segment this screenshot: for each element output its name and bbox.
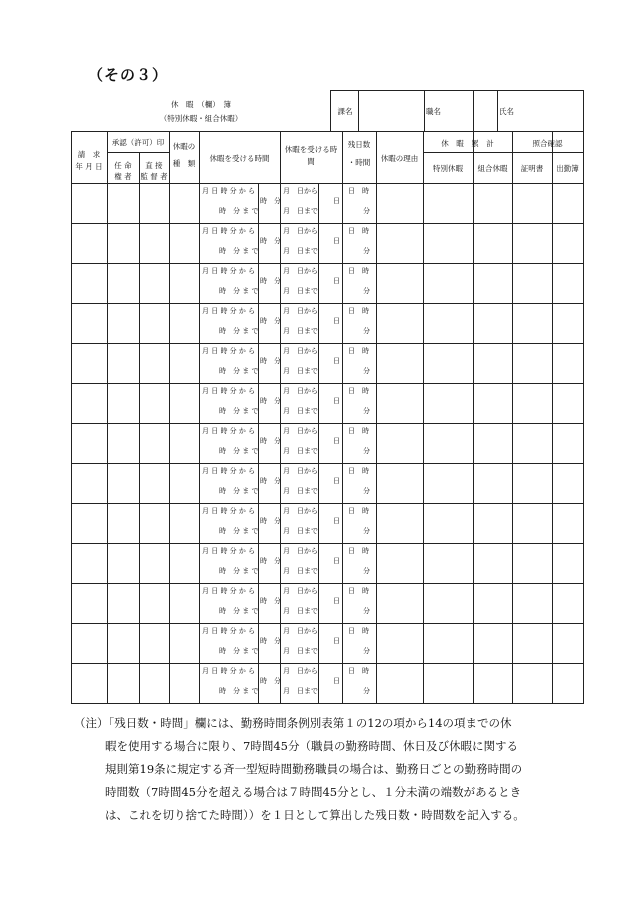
row-inner-rule [318, 583, 319, 624]
special-leave-cell[interactable] [424, 384, 472, 423]
leave-hour-label: 時 分 [260, 477, 281, 485]
leave-from-label: 月 日 時 分 か ら [202, 187, 256, 195]
period-from-label: 月 日から [283, 307, 318, 315]
special-leave-cell[interactable] [424, 544, 472, 583]
leave-hour-label: 時 分 [260, 677, 281, 685]
form-subtitle: （特別休暇・組合休暇） [159, 114, 243, 123]
leave-time-header: 休暇を受ける時間 [209, 154, 270, 163]
period-day-label: 日 [333, 397, 340, 405]
certificate-cell[interactable] [513, 424, 551, 463]
remaining-header: ・時間 [347, 158, 371, 167]
request-date-header: 請 求 [77, 150, 101, 159]
period-until-label: 月 日まで [283, 527, 318, 535]
appointer-seal-cell[interactable] [108, 664, 138, 703]
attendance-book-header: 出勤簿 [556, 164, 579, 173]
leave-from-label: 月 日 時 分 か ら [202, 627, 256, 635]
request-date-cell[interactable] [72, 624, 106, 663]
appointer-seal-cell[interactable] [108, 304, 138, 343]
note-line: （注）「残日数・時間」欄には、勤務時間条例別表第１の12の項から14の項までの休 [74, 716, 512, 730]
union-leave-cell[interactable] [474, 584, 511, 623]
attendance-book-cell[interactable] [553, 664, 582, 703]
request-date-cell[interactable] [72, 464, 106, 503]
request-date-cell[interactable] [72, 264, 106, 303]
row-inner-rule [258, 263, 259, 304]
note-line: 時間数（7時間45分を超える場合は７時間45分とし、１分未満の端数があるとき [105, 785, 522, 799]
supervisor-seal-cell[interactable] [140, 504, 168, 543]
appointer-seal-cell[interactable] [108, 224, 138, 263]
row-inner-rule [318, 303, 319, 344]
note-line: 規則第19条に規定する斉一型短時間勤務職員の場合は、勤務日ごとの勤務時間の [105, 762, 523, 776]
reason-cell[interactable] [377, 224, 422, 263]
period-day-label: 日 [333, 237, 340, 245]
appointer-seal-cell[interactable] [108, 624, 138, 663]
leave-type-cell[interactable] [170, 224, 198, 263]
period-from-label: 月 日から [283, 387, 318, 395]
leave-from-label: 月 日 時 分 か ら [202, 307, 256, 315]
attendance-book-cell[interactable] [553, 384, 582, 423]
remaining-min-label: 分 [363, 407, 370, 415]
leave-until-label: 時 分 ま で [219, 447, 259, 455]
appointer-seal-cell[interactable] [108, 384, 138, 423]
request-date-cell[interactable] [72, 664, 106, 703]
leave-period-header: 休暇を受ける時 [284, 145, 338, 154]
leave-from-label: 月 日 時 分 か ら [202, 427, 256, 435]
header-rule [583, 90, 584, 132]
reason-cell[interactable] [377, 384, 422, 423]
row-inner-rule [258, 303, 259, 344]
leave-until-label: 時 分 ま で [219, 607, 259, 615]
leave-hour-label: 時 分 [260, 397, 281, 405]
leave-hour-label: 時 分 [260, 517, 281, 525]
row-inner-rule [258, 503, 259, 544]
grid-rule [512, 152, 584, 153]
leave-type-cell[interactable] [170, 624, 198, 663]
attendance-book-cell[interactable] [553, 464, 582, 503]
remaining-min-label: 分 [363, 607, 370, 615]
certificate-cell[interactable] [513, 464, 551, 503]
period-day-label: 日 [333, 437, 340, 445]
union-leave-cell[interactable] [474, 304, 511, 343]
reason-header: 休暇の理由 [380, 154, 419, 163]
attendance-book-cell[interactable] [553, 624, 582, 663]
grid-column-rule [199, 131, 200, 703]
certificate-cell[interactable] [513, 344, 551, 383]
union-leave-cell[interactable] [474, 384, 511, 423]
leave-hour-label: 時 分 [260, 597, 281, 605]
attendance-book-cell[interactable] [553, 544, 582, 583]
row-inner-rule [258, 583, 259, 624]
certificate-cell[interactable] [513, 184, 551, 223]
appointer-header: 任 命 [114, 161, 132, 170]
supervisor-seal-cell[interactable] [140, 544, 168, 583]
remaining-day-hour-label: 日 時 [348, 347, 369, 355]
union-leave-cell[interactable] [474, 464, 511, 503]
special-leave-cell[interactable] [424, 584, 472, 623]
attendance-book-cell[interactable] [553, 424, 582, 463]
row-inner-rule [318, 263, 319, 304]
remaining-min-label: 分 [363, 287, 370, 295]
period-until-label: 月 日まで [283, 607, 318, 615]
reason-cell[interactable] [377, 624, 422, 663]
remaining-day-hour-label: 日 時 [348, 627, 369, 635]
period-from-label: 月 日から [283, 667, 318, 675]
attendance-book-cell[interactable] [553, 224, 582, 263]
row-inner-rule [318, 423, 319, 464]
remaining-day-hour-label: 日 時 [348, 387, 369, 395]
period-until-label: 月 日まで [283, 687, 318, 695]
certificate-cell[interactable] [513, 584, 551, 623]
leave-hour-label: 時 分 [260, 197, 281, 205]
attendance-book-cell[interactable] [553, 344, 582, 383]
supervisor-seal-cell[interactable] [140, 344, 168, 383]
certificate-cell[interactable] [513, 384, 551, 423]
reason-cell[interactable] [377, 584, 422, 623]
period-from-label: 月 日から [283, 227, 318, 235]
union-leave-cell[interactable] [474, 544, 511, 583]
union-leave-cell[interactable] [474, 184, 511, 223]
reason-cell[interactable] [377, 424, 422, 463]
leave-until-label: 時 分 ま で [219, 247, 259, 255]
leave-type-cell[interactable] [170, 544, 198, 583]
row-inner-rule [258, 663, 259, 704]
remaining-day-hour-label: 日 時 [348, 307, 369, 315]
appointer-seal-cell[interactable] [108, 504, 138, 543]
special-leave-cell[interactable] [424, 304, 472, 343]
period-until-label: 月 日まで [283, 407, 318, 415]
note-line: は、これを切り捨てた時間））を１日として算出した残日数・時間数を記入する。 [105, 808, 525, 822]
remaining-min-label: 分 [363, 527, 370, 535]
certificate-cell[interactable] [513, 504, 551, 543]
period-day-label: 日 [333, 557, 340, 565]
header-rule [473, 90, 474, 132]
period-day-label: 日 [333, 477, 340, 485]
request-date-header: 年 月 日 [75, 162, 103, 171]
leave-until-label: 時 分 ま で [219, 567, 259, 575]
union-leave-cell[interactable] [474, 624, 511, 663]
attendance-book-cell[interactable] [553, 264, 582, 303]
leave-until-label: 時 分 ま で [219, 287, 259, 295]
dept-label: 課名 [337, 107, 353, 116]
period-from-label: 月 日から [283, 427, 318, 435]
period-from-label: 月 日から [283, 547, 318, 555]
leave-type-cell[interactable] [170, 264, 198, 303]
remaining-day-hour-label: 日 時 [348, 267, 369, 275]
header-rule [424, 90, 425, 132]
certificate-cell[interactable] [513, 664, 551, 703]
reason-cell[interactable] [377, 184, 422, 223]
leave-type-cell[interactable] [170, 424, 198, 463]
grid-rule [423, 152, 513, 153]
row-inner-rule [318, 383, 319, 424]
remaining-min-label: 分 [363, 567, 370, 575]
remaining-min-label: 分 [363, 447, 370, 455]
period-from-label: 月 日から [283, 347, 318, 355]
row-inner-rule [318, 543, 319, 584]
supervisor-seal-cell[interactable] [140, 184, 168, 223]
row-inner-rule [258, 623, 259, 664]
leave-from-label: 月 日 時 分 か ら [202, 227, 256, 235]
leave-until-label: 時 分 ま で [219, 367, 259, 375]
special-leave-cell[interactable] [424, 624, 472, 663]
row-inner-rule [258, 543, 259, 584]
leave-period-header: 間 [307, 157, 315, 166]
period-until-label: 月 日まで [283, 327, 318, 335]
name-label: 氏名 [499, 107, 514, 116]
request-date-cell[interactable] [72, 504, 106, 543]
leave-from-label: 月 日 時 分 か ら [202, 347, 256, 355]
row-inner-rule [258, 223, 259, 264]
leave-from-label: 月 日 時 分 か ら [202, 547, 256, 555]
appointer-seal-cell[interactable] [108, 464, 138, 503]
remaining-min-label: 分 [363, 687, 370, 695]
special-leave-cell[interactable] [424, 424, 472, 463]
supervisor-seal-cell[interactable] [140, 384, 168, 423]
approval-header: 承認（許可）印 [111, 138, 165, 147]
remaining-header: 残日数 [347, 140, 371, 149]
leave-hour-label: 時 分 [260, 237, 281, 245]
row-inner-rule [258, 423, 259, 464]
leave-type-cell[interactable] [170, 464, 198, 503]
footnote [74, 712, 574, 827]
leave-record-form [71, 90, 583, 702]
remaining-min-label: 分 [363, 207, 370, 215]
row-inner-rule [258, 343, 259, 384]
request-date-cell[interactable] [72, 224, 106, 263]
row-inner-rule [318, 623, 319, 664]
period-until-label: 月 日まで [283, 567, 318, 575]
leave-hour-label: 時 分 [260, 317, 281, 325]
reason-cell[interactable] [377, 664, 422, 703]
special-leave-header: 特別休暇 [433, 164, 463, 173]
period-day-label: 日 [333, 197, 340, 205]
attendance-book-cell[interactable] [553, 304, 582, 343]
period-day-label: 日 [333, 517, 340, 525]
leave-from-label: 月 日 時 分 か ら [202, 387, 256, 395]
attendance-book-cell[interactable] [553, 504, 582, 543]
leave-hour-label: 時 分 [260, 437, 281, 445]
reason-cell[interactable] [377, 344, 422, 383]
period-until-label: 月 日まで [283, 487, 318, 495]
supervisor-header: 監 督 者 [140, 172, 168, 181]
period-day-label: 日 [333, 637, 340, 645]
appointer-seal-cell[interactable] [108, 424, 138, 463]
remaining-day-hour-label: 日 時 [348, 187, 369, 195]
special-leave-cell[interactable] [424, 504, 472, 543]
row-inner-rule [318, 183, 319, 224]
period-from-label: 月 日から [283, 467, 318, 475]
supervisor-header: 直 接 [145, 161, 163, 170]
union-leave-header: 組合休暇 [477, 164, 508, 173]
certificate-cell[interactable] [513, 264, 551, 303]
leave-hour-label: 時 分 [260, 357, 281, 365]
special-leave-cell[interactable] [424, 224, 472, 263]
period-until-label: 月 日まで [283, 367, 318, 375]
leave-from-label: 月 日 時 分 か ら [202, 267, 256, 275]
supervisor-seal-cell[interactable] [140, 584, 168, 623]
grid-column-rule [280, 131, 281, 703]
period-until-label: 月 日まで [283, 647, 318, 655]
row-inner-rule [258, 383, 259, 424]
row-inner-rule [258, 463, 259, 504]
leave-type-cell[interactable] [170, 584, 198, 623]
certificate-cell[interactable] [513, 544, 551, 583]
period-from-label: 月 日から [283, 267, 318, 275]
leave-from-label: 月 日 時 分 か ら [202, 467, 256, 475]
remaining-day-hour-label: 日 時 [348, 547, 369, 555]
period-day-label: 日 [333, 357, 340, 365]
appointer-seal-cell[interactable] [108, 544, 138, 583]
name-field[interactable] [523, 91, 583, 131]
leave-type-cell[interactable] [170, 664, 198, 703]
header-rule [497, 90, 498, 132]
reason-cell[interactable] [377, 544, 422, 583]
appointer-seal-cell[interactable] [108, 344, 138, 383]
grid-rule [71, 131, 584, 132]
request-date-cell[interactable] [72, 184, 106, 223]
remaining-min-label: 分 [363, 647, 370, 655]
period-from-label: 月 日から [283, 587, 318, 595]
leave-type-cell[interactable] [170, 184, 198, 223]
period-day-label: 日 [333, 597, 340, 605]
verification-header: 照合確認 [532, 139, 563, 148]
note-line: 暇を使用する場合に限り、7時間45分（職員の勤務時間、休日及び休暇に関する [105, 739, 518, 753]
page-title: （その３） [88, 66, 169, 84]
request-date-cell[interactable] [72, 424, 106, 463]
grid-rule [107, 152, 170, 153]
leave-type-cell[interactable] [170, 344, 198, 383]
cumulative-header: 休 暇 累 計 [441, 139, 494, 148]
request-date-cell[interactable] [72, 384, 106, 423]
supervisor-seal-cell[interactable] [140, 304, 168, 343]
union-leave-cell[interactable] [474, 344, 511, 383]
remaining-day-hour-label: 日 時 [348, 227, 369, 235]
row-inner-rule [318, 463, 319, 504]
leave-until-label: 時 分 ま で [219, 487, 259, 495]
leave-until-label: 時 分 ま で [219, 207, 259, 215]
leave-until-label: 時 分 ま で [219, 407, 259, 415]
certificate-cell[interactable] [513, 624, 551, 663]
remaining-day-hour-label: 日 時 [348, 507, 369, 515]
union-leave-cell[interactable] [474, 224, 511, 263]
attendance-book-cell[interactable] [553, 184, 582, 223]
period-until-label: 月 日まで [283, 287, 318, 295]
union-leave-cell[interactable] [474, 424, 511, 463]
reason-cell[interactable] [377, 304, 422, 343]
attendance-book-cell[interactable] [553, 584, 582, 623]
leave-until-label: 時 分 ま で [219, 687, 259, 695]
period-day-label: 日 [333, 317, 340, 325]
leave-until-label: 時 分 ま で [219, 527, 259, 535]
leave-type-header: 種 類 [172, 159, 196, 168]
special-leave-cell[interactable] [424, 344, 472, 383]
grid-border [583, 131, 584, 703]
request-date-cell[interactable] [72, 544, 106, 583]
period-from-label: 月 日から [283, 507, 318, 515]
remaining-min-label: 分 [363, 367, 370, 375]
row-rule [71, 703, 584, 704]
reason-cell[interactable] [377, 464, 422, 503]
supervisor-seal-cell[interactable] [140, 664, 168, 703]
reason-cell[interactable] [377, 264, 422, 303]
appointer-seal-cell[interactable] [108, 264, 138, 303]
row-inner-rule [318, 663, 319, 704]
leave-type-cell[interactable] [170, 384, 198, 423]
period-from-label: 月 日から [283, 627, 318, 635]
appointer-seal-cell[interactable] [108, 184, 138, 223]
special-leave-cell[interactable] [424, 264, 472, 303]
leave-until-label: 時 分 ま で [219, 647, 259, 655]
leave-type-header: 休暇の [172, 142, 196, 151]
leave-until-label: 時 分 ま で [219, 327, 259, 335]
request-date-cell[interactable] [72, 584, 106, 623]
union-leave-cell[interactable] [474, 264, 511, 303]
special-leave-cell[interactable] [424, 464, 472, 503]
leave-hour-label: 時 分 [260, 637, 281, 645]
remaining-day-hour-label: 日 時 [348, 427, 369, 435]
leave-from-label: 月 日 時 分 か ら [202, 667, 256, 675]
period-until-label: 月 日まで [283, 207, 318, 215]
row-inner-rule [318, 343, 319, 384]
remaining-min-label: 分 [363, 487, 370, 495]
remaining-min-label: 分 [363, 247, 370, 255]
period-until-label: 月 日まで [283, 247, 318, 255]
grid-column-rule [342, 131, 343, 703]
union-leave-cell[interactable] [474, 504, 511, 543]
row-inner-rule [258, 183, 259, 224]
request-date-cell[interactable] [72, 304, 106, 343]
supervisor-seal-cell[interactable] [140, 624, 168, 663]
remaining-day-hour-label: 日 時 [348, 467, 369, 475]
leave-from-label: 月 日 時 分 か ら [202, 587, 256, 595]
supervisor-seal-cell[interactable] [140, 264, 168, 303]
certificate-header: 証明書 [520, 164, 544, 173]
period-day-label: 日 [333, 277, 340, 285]
remaining-day-hour-label: 日 時 [348, 667, 369, 675]
period-until-label: 月 日まで [283, 447, 318, 455]
special-leave-cell[interactable] [424, 664, 472, 703]
remaining-min-label: 分 [363, 327, 370, 335]
row-inner-rule [318, 223, 319, 264]
union-leave-cell[interactable] [474, 664, 511, 703]
certificate-cell[interactable] [513, 224, 551, 263]
leave-type-cell[interactable] [170, 304, 198, 343]
reason-cell[interactable] [377, 504, 422, 543]
request-date-cell[interactable] [72, 344, 106, 383]
supervisor-seal-cell[interactable] [140, 224, 168, 263]
row-inner-rule [318, 503, 319, 544]
job-field[interactable] [449, 91, 473, 131]
period-from-label: 月 日から [283, 187, 318, 195]
appointer-seal-cell[interactable] [108, 584, 138, 623]
appointer-header: 権 者 [114, 172, 132, 181]
leave-hour-label: 時 分 [260, 277, 281, 285]
remaining-day-hour-label: 日 時 [348, 587, 369, 595]
certificate-cell[interactable] [513, 304, 551, 343]
period-day-label: 日 [333, 677, 340, 685]
supervisor-seal-cell[interactable] [140, 464, 168, 503]
supervisor-seal-cell[interactable] [140, 424, 168, 463]
leave-hour-label: 時 分 [260, 557, 281, 565]
special-leave-cell[interactable] [424, 184, 472, 223]
form-title: 休 暇 （欄） 簿 [171, 100, 231, 109]
dept-field[interactable] [359, 91, 423, 131]
job-label: 職名 [426, 107, 441, 116]
leave-from-label: 月 日 時 分 か ら [202, 507, 256, 515]
header-rule [330, 90, 331, 132]
leave-type-cell[interactable] [170, 504, 198, 543]
